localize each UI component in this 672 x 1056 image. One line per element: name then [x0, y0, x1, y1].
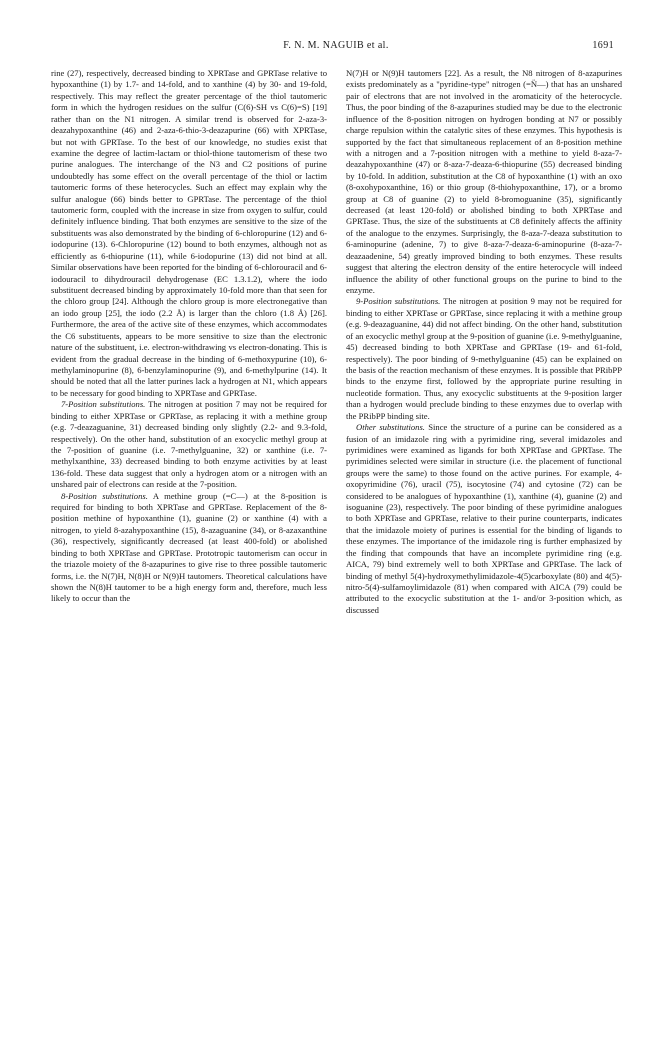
section-subheading: 8-Position substitutions.: [61, 490, 148, 501]
left-column: [51, 68, 327, 605]
paragraph: [51, 399, 327, 490]
paragraph-text: The nitrogen at position 9 may not be required for binding to either XPRTase or GPRTase, since replacing it with a methine group (e.g. 9-deazaguanine, 44) did not affect binding. On the other hand, substitution of an exocyclic methyl group at the 9-position of guanine (i.e. 9-methylguanine, 45) decreased binding to both XPRTase and GPRTase (19- and 61-fold, respectively). The poor binding of 9-methylguanine (45) can be explained on the basis of the reaction mechanism of these enzymes. It is possible that PRibPP binds to the enzyme first, followed by the appropriate purine resulting in nucleotide formation. Thus, any exocyclic substituents at the 9-position larger than a hydrogen would preclude binding to these enzymes due to overlap with the PRibPP binding site.: [346, 296, 623, 421]
paragraph-text: rine (27), respectively, decreased binding to XPRTase and GPRTase relative to hypoxanthine (1) by 1.7- and 14-fold, and to xanthine (4) by 30- and 19-fold, respectively. This may reflect the greater percentage of the thiol tautomeric form in which the hydrogen residues on the sulfur (C(6)-SH vs C(6)=S) [19] rather than on the N1 nitrogen. A similar trend is observed for 2-aza-3-deazahypoxanthine (46) and 2-aza-6-thio-3-deazapurine (66) with XPRTase, but not with GPRTase. To the best of our knowledge, no studies exist that examine the degree of lactim-lactam or thiol-thione tautomerism of these two purine analogues. The interchange of the N3 and C2 positions of purine undoubtedly has some effect on the overall percentage of the thiol or lactim tautomeric forms of these heterocycles. Such an effect may explain why the sulfur analogue (66) binds better to GPRTase. The percentage of the thiol tautomeric form, coupled with the increase in size from oxygen to sulfur, could definitely influence binding. That both enzymes are sensitive to the size of the substituents was also demonstrated by the binding of 6-chloropurine (12) and 6-iodopurine (13). 6-Chloropurine (12) bound to both enzymes, although not as efficiently as 6-thiopurine (11), while 6-iodopurine (13) did not bind at all. Similar observations have been reported for the binding of 6-chlorouracil and 6-iodouracil to dihydrouracil dehydrogenase (EC 1.3.1.2), where the iodo substituent decreased binding by approximately 10-fold more than that seen for the chloro group [24]. Although the chloro group is more electronegative than an iodo group [25], the iodo (2.2 Å) is larger than the chloro (1.8 Å) [26]. Furthermore, the area of the active site of these enzymes, which accommodates the C6 substituents, appears to be more sensitive to size than the electronic nature of the substituent, i.e. electron-withdrawing vs electron-donating. This is evident from the gradual decrease in the binding of 6-methoxypurine (10), 6-methylaminopurine (8), 6-benzylaminopurine (9), and 6-methylpurine (14). It should be noted that all the latter purines lack a hydrogen at N1, which appears to be necessary for good binding to XPRTase and GPRTase.: [51, 68, 327, 398]
paragraph: [346, 68, 622, 296]
right-column: [346, 68, 622, 616]
paragraph: [346, 296, 622, 422]
paragraph-text: Since the structure of a purine can be considered as a fusion of an imidazole ring with a pyrimidine ring, several imidazoles and pyrimidines were examined as ligands for both XPRTase and GPRTase. The pyrimidines selected were similar in structure (i.e. the placement of functional groups were the same) to those found on the active purines. For example, 4-oxopyrimidine (76), uracil (75), isocytosine (74) and cytosine (72) can be considered to be analogues of hypoxanthine (1), xanthine (4), guanine (2) and isoguanine (23), respectively. The poor binding of these pyrimidine analogues to both XPRTase and GPRTase, relative to their purine counterparts, indicates that the imidazole moiety of purines is essential for the binding of ligands to these enzymes. The importance of the imidazole ring is further emphasized by the finding that compounds that have an incomplete pyrimidine ring (e.g. AICA, 79) bind extremely well to both XPRTase and GPRTase. The lack of binding of methyl 5(4)-hydroxymethylimidazole-4(5)carboxylate (80) and 4(5)-nitro-5(4)-sulfamoylimidazole (81) when compared with AICA (79) could be attributed to the exocyclic substitution at the 1- and/or 3-position which, as discussed: [346, 422, 622, 615]
running-head-author: F. N. M. NAGUIB et al.: [283, 40, 389, 51]
paragraph: [346, 422, 622, 616]
section-subheading: 9-Position substitutions.: [356, 296, 441, 307]
page-number: 1691: [592, 40, 614, 51]
paragraph: [51, 491, 327, 605]
paragraph-text: N(7)H or N(9)H tautomers [22]. As a result, the N8 nitrogen of 8-azapurines exists predominately as a "pyridine-type" nitrogen (=N̈—) that has an unshared pair of electrons that are not involved in the aromaticity of the heterocycle. Thus, the poor binding of the 8-azapurines studied may be due to the electronic influence of the 8-position nitrogen on hydrogen bonding at N7 or possibly charge repulsion within the catalytic sites of these enzymes. This hypothesis is supported by the fact that simultaneous replacement of an 8-position methine with a nitrogen and a 7-position nitrogen with a methine to yield 8-aza-7-deazahypoxanthine (47) or 8-aza-7-deaza-6-thiopurine (55) decreased binding by 10-fold. In addition, substitution at the C8 of hypoxanthine (1) with an oxo (8-oxohypoxanthine, 16) or thio group (8-thiohypoxanthine, 17), or a bromo group at C8 of guanine (2) to yield 8-bromoguanine (35), significantly decreased (at least 120-fold) or abolished binding to both XPRTase and GPRTase. Thus, the size of the substituents at C8 definitely affects the affinity of the analogue to the enzymes. Surprisingly, the 8-aza-7-deaza substitution to 6-aminopurine (adenine, 7) to give 8-aza-7-deaza-6-aminopurine (8-aza-7-deazaadenine, 54) greatly improved binding to both enzymes. These results suggest that altering the electron density of the entire heterocycle will indeed influence the ability of other functional groups on the purine to bind to the enzyme.: [346, 68, 622, 296]
section-subheading: Other substitutions.: [356, 422, 425, 433]
section-subheading: 7-Position substitutions.: [61, 399, 146, 410]
paragraph: [51, 68, 327, 399]
paragraph-text: The nitrogen at position 7 may not be required for binding to either XPRTase or GPRTase, as replacing it with a methine group (e.g. 7-deazaguanine, 31) decreased binding only slightly (2.2- and 9.3-fold, respectively). On the other hand, substitution of an exocyclic methyl group at the 7-position of guanine (i.e. 7-methylguanine, 32) or xanthine (i.e. 7-methylxanthine, 33) decreased binding to both enzyme activities by at least 136-fold. These data suggest that only a hydrogen atom or a nitrogen with an unshared pair of electrons can reside at the 7-position.: [51, 399, 328, 490]
running-head: [0, 40, 672, 56]
paragraph-text: A methine group (=C—) at the 8-position is required for binding to both XPRTase and GPRTase. Replacement of the 8-position methine of hypoxanthine (1), guanine (2) or xanthine (4) with a nitrogen, to yield 8-azahypoxanthine (15), 8-azaguanine (34), or 8-azaxanthine (36), respectively, significantly decreased (at least 400-fold) or abolished binding to both XPRTase and GPRTase. Prototropic tautomerism can occur in the triazole moiety of the 8-azapurines to give rise to three possible tautomeric forms, i.e. the N(7)H, N(8)H or N(9)H tautomers. Theoretical calculations have shown the N(8)H tautomer to be a high energy form and, therefore, much less likely to occur than the: [51, 490, 327, 604]
